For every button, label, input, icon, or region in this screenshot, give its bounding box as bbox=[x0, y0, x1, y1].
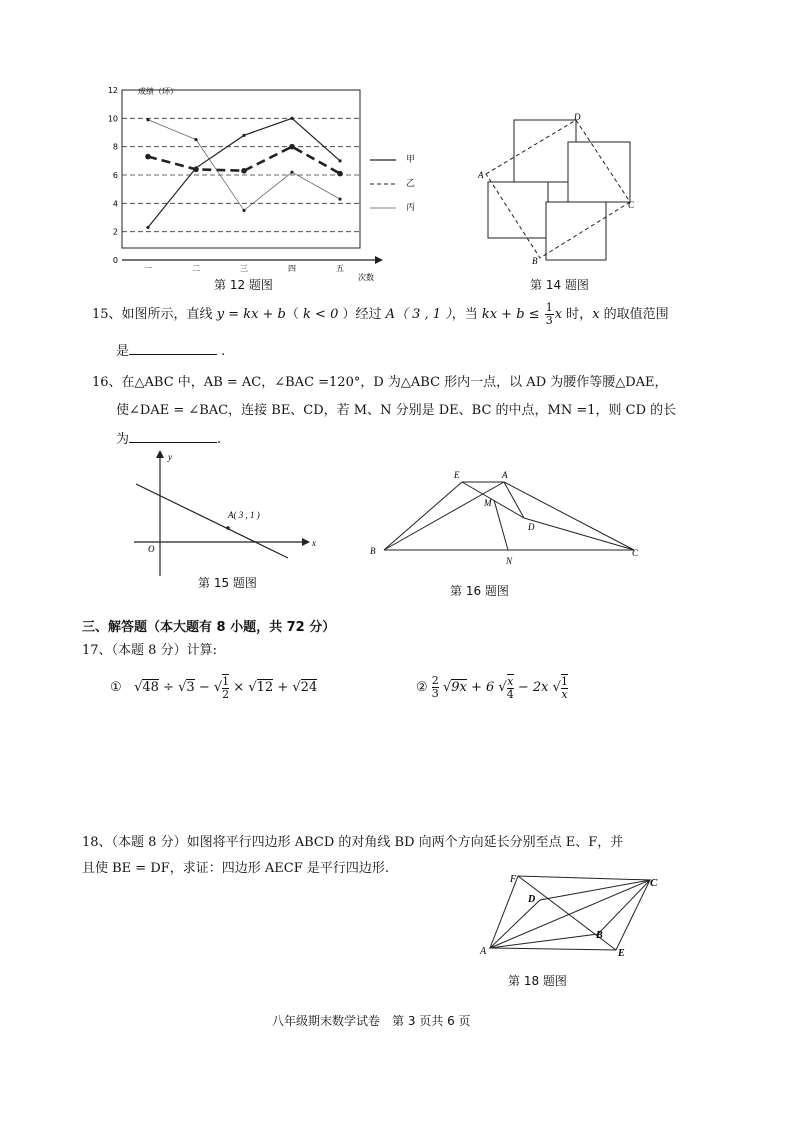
legend-label: 乙 bbox=[406, 179, 416, 189]
x-axis-arrow bbox=[375, 256, 383, 264]
data-point bbox=[194, 138, 197, 141]
fig12-chart bbox=[100, 84, 400, 284]
fig16-label-d: D bbox=[528, 522, 535, 532]
legend-label: 丙 bbox=[406, 203, 416, 213]
fig16-label-b: B bbox=[370, 546, 376, 556]
x-tick-label: 二 bbox=[192, 264, 200, 273]
fig18-parallelogram-aecf bbox=[490, 876, 650, 950]
fig14-figure bbox=[476, 112, 636, 272]
fig18-label-d: D bbox=[528, 894, 536, 905]
fig18-label-f: F bbox=[510, 874, 517, 885]
x-axis-label: 次数 bbox=[358, 273, 374, 282]
section-3-title: 三、解答题（本大题有 8 小题，共 72 分） bbox=[82, 620, 336, 635]
question-17-head: 17、（本题 8 分）计算: bbox=[82, 643, 217, 658]
fig14-label-b: B bbox=[532, 256, 538, 266]
data-point bbox=[241, 168, 247, 174]
fig18-label-b: B bbox=[596, 930, 603, 941]
fig18-label-a: A bbox=[480, 946, 487, 957]
x-tick-labels bbox=[144, 264, 344, 273]
fig14-caption: 第 14 题图 bbox=[530, 278, 589, 292]
fig15-figure bbox=[128, 448, 328, 584]
y-tick-label: 0 bbox=[112, 256, 118, 265]
data-point bbox=[242, 134, 245, 137]
fig12-caption: 第 12 题图 bbox=[214, 278, 273, 292]
data-point bbox=[146, 118, 149, 121]
fig16-label-c: C bbox=[632, 548, 639, 558]
data-point bbox=[290, 117, 293, 120]
fig14-label-c: C bbox=[628, 200, 635, 210]
question-18-line1: 18、（本题 8 分）如图将平行四边形 ABCD 的对角线 BD 向两个方向延长分别至点 E、F，并 bbox=[82, 835, 624, 850]
fig16-seg-dc bbox=[524, 518, 634, 550]
fig16-label-a: A bbox=[502, 470, 508, 480]
fig15-caption: 第 15 题图 bbox=[198, 576, 257, 590]
x-tick-label: 三 bbox=[240, 264, 248, 273]
fig15-y-arrow bbox=[156, 450, 164, 458]
y-tick-label: 4 bbox=[112, 199, 118, 209]
fig14-square-left bbox=[488, 182, 548, 238]
fig18-figure bbox=[478, 870, 668, 960]
fig16-label-e: E bbox=[454, 470, 460, 480]
y-tick-label: 10 bbox=[107, 114, 118, 124]
fig15-label-x: x bbox=[312, 538, 316, 548]
fig16-label-m: M bbox=[484, 498, 492, 508]
data-point bbox=[338, 197, 341, 200]
fig14-label-a: A bbox=[478, 170, 484, 180]
q15-fraction: $\frac{1}{3}$ bbox=[545, 301, 553, 327]
y-tick-label: 12 bbox=[107, 86, 118, 95]
fig15-label-point: A( 3 , 1 ) bbox=[228, 510, 260, 520]
question-16-line1: 16、在△ABC 中，AB = AC，∠BAC =120°，D 为△ABC 形内一点，以 AD 为腰作等腰△DAE， bbox=[92, 375, 668, 390]
page-footer: 八年级期末数学试卷 第 3 页共 6 页 bbox=[272, 1014, 471, 1028]
chart-series bbox=[145, 117, 343, 229]
question-15-line2: 是 . bbox=[116, 340, 225, 363]
data-point bbox=[337, 171, 343, 177]
data-point bbox=[242, 209, 245, 212]
question-16-line2: 使∠DAE = ∠BAC，连接 BE、CD，若 M、N 分别是 DE、BC 的中点，MN =1，则 CD 的长 bbox=[116, 403, 677, 418]
data-point bbox=[145, 154, 151, 160]
fig18-label-e: E bbox=[618, 948, 625, 959]
q15-answer-blank[interactable] bbox=[129, 340, 217, 355]
x-tick-label: 五 bbox=[336, 264, 344, 273]
y-tick-label: 2 bbox=[112, 227, 118, 237]
y-tick-labels bbox=[108, 86, 118, 265]
data-point bbox=[338, 159, 341, 162]
fig14-square-right bbox=[568, 142, 630, 202]
fig14-square-top bbox=[514, 120, 576, 182]
x-tick-label: 一 bbox=[144, 264, 152, 273]
fig16-label-n: N bbox=[506, 556, 513, 566]
fig14-square-bottom bbox=[546, 202, 606, 260]
data-point bbox=[146, 226, 149, 229]
fig15-line bbox=[136, 484, 288, 558]
chart-legend bbox=[370, 160, 396, 208]
q17-part2: ② $\frac{2}{3}$ √9x + 6 √ $\frac{x}{4}$ − 2x √ $\frac{1}{x}$ bbox=[416, 674, 568, 701]
fig18-label-c: C bbox=[650, 877, 658, 889]
y-axis-label: 成绩（环） bbox=[138, 87, 178, 96]
q17-part1: ① √48 ÷ √3 − √ $\frac{1}{2}$ × √12 + √24 bbox=[110, 675, 318, 701]
question-16-line3: 为 . bbox=[116, 428, 221, 451]
q16-answer-blank[interactable] bbox=[129, 428, 217, 443]
legend-label: 甲 bbox=[406, 155, 416, 165]
fig16-seg-ac bbox=[504, 482, 634, 550]
fig18-caption: 第 18 题图 bbox=[508, 974, 567, 988]
fig16-caption: 第 16 题图 bbox=[450, 584, 509, 598]
data-point bbox=[193, 167, 199, 173]
question-15: 15、如图所示，直线 y = kx + b（ k < 0 ）经过 A（ 3 , 1 ），当 kx + b ≤ $\frac{1}{3}$ x 时，x 的取值范围 bbox=[92, 301, 669, 327]
x-tick-label: 四 bbox=[288, 264, 296, 273]
fig14-label-d: D bbox=[574, 112, 581, 122]
data-point bbox=[289, 144, 295, 150]
fig15-label-o: O bbox=[148, 544, 155, 554]
chart-frame bbox=[122, 90, 360, 248]
question-18-line2: 且使 BE = DF，求证：四边形 AECF 是平行四边形. bbox=[82, 861, 390, 876]
data-point bbox=[290, 171, 293, 174]
fig16-seg-be bbox=[384, 482, 462, 550]
fig16-seg-ba bbox=[384, 482, 504, 550]
y-tick-label: 8 bbox=[112, 142, 118, 152]
fig15-x-arrow bbox=[302, 538, 310, 546]
fig16-figure bbox=[366, 466, 646, 574]
y-tick-label: 6 bbox=[112, 171, 118, 180]
fig15-label-y: y bbox=[168, 452, 172, 462]
fig15-point-a bbox=[226, 526, 230, 530]
